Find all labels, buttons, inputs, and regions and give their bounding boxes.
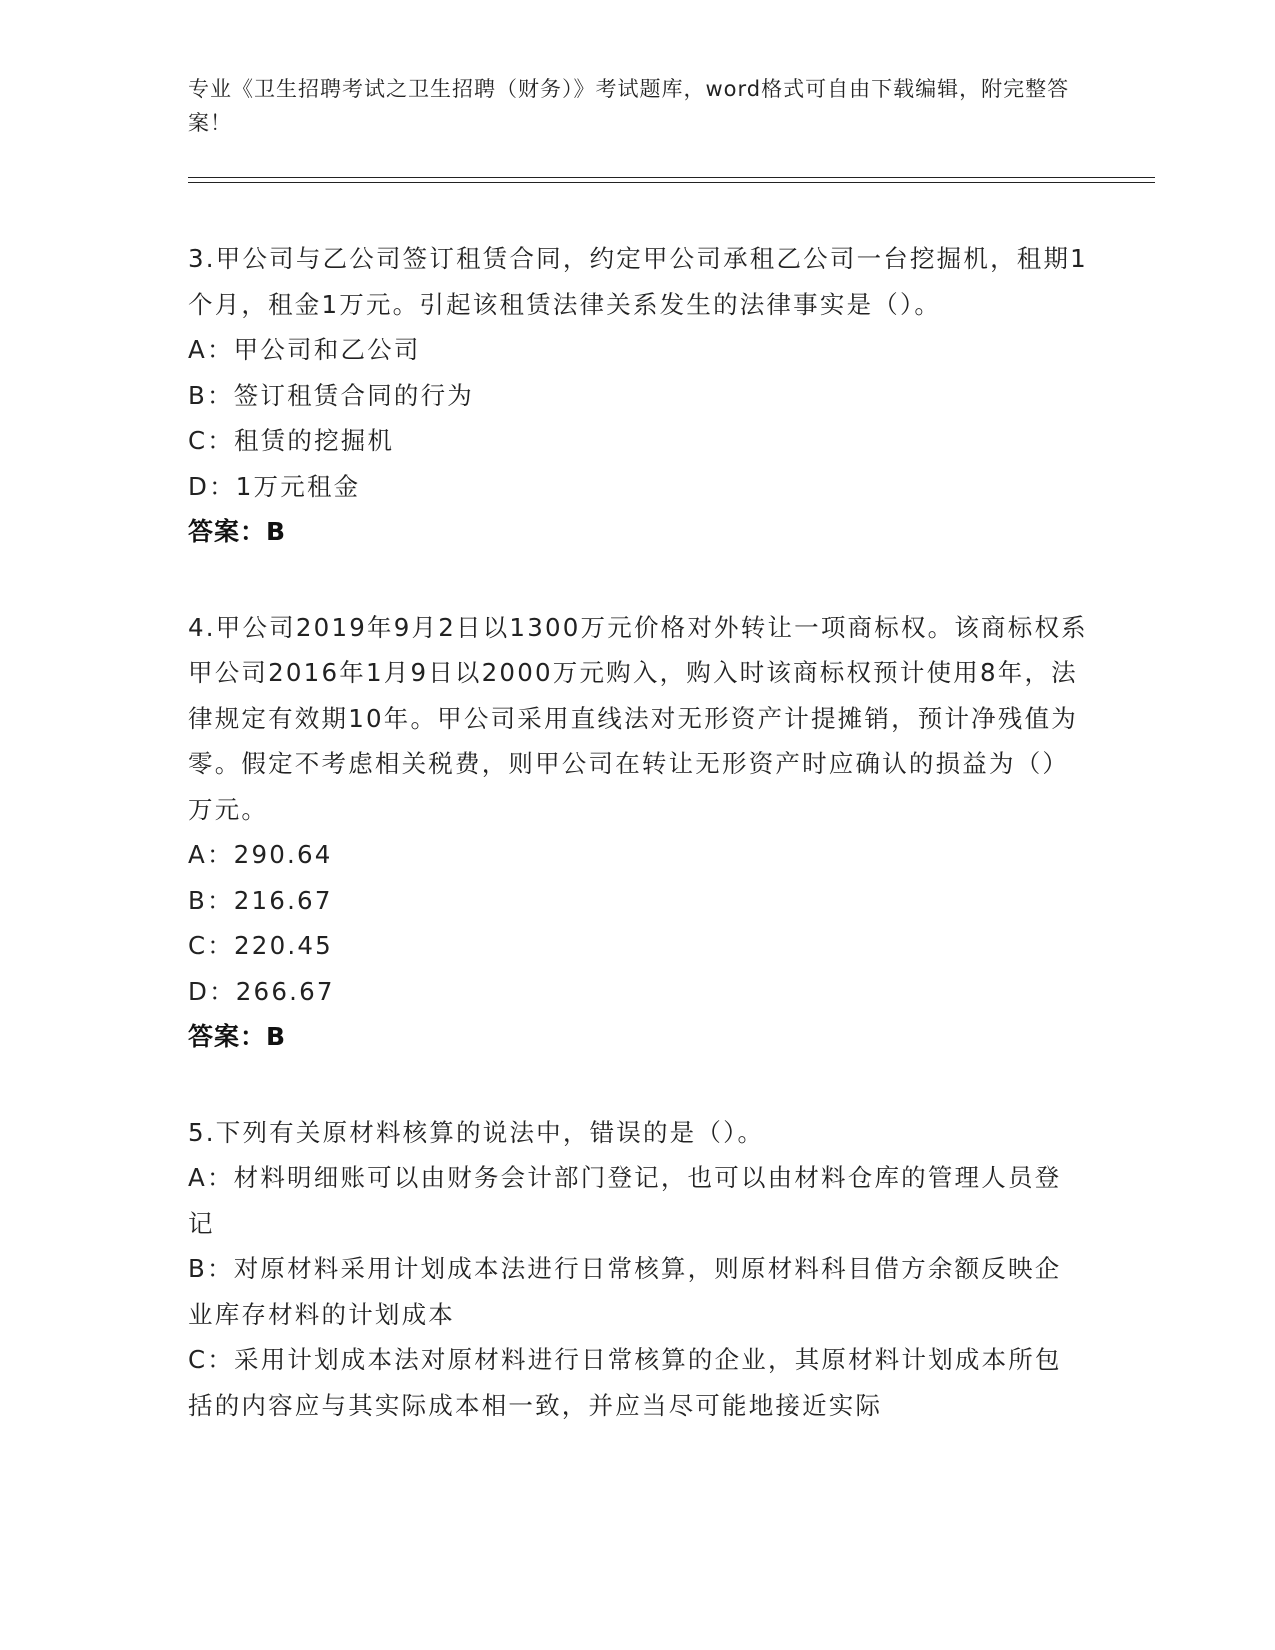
option-b: B：签订租赁合同的行为	[188, 380, 475, 410]
option-a: A：材料明细账可以由财务会计部门登记，也可以由材料仓库的管理人员登记	[188, 1163, 1062, 1238]
option-b: B：216.67	[188, 885, 333, 915]
question-text: 3.甲公司与乙公司签订租赁合同，约定甲公司承租乙公司一台挖掘机，租期1个月，租金1万元。引起该租赁法律关系发生的法律事实是（）。	[188, 244, 1088, 319]
option-d: D：266.67	[188, 976, 335, 1006]
option-c: C：220.45	[188, 931, 333, 960]
answer: 答案：B	[188, 517, 287, 546]
document-header: 专业《卫生招聘考试之卫生招聘（财务）》考试题库，word格式可自由下载编辑，附完整答案！	[188, 77, 1070, 135]
question-3	[188, 236, 1088, 555]
header-divider-bottom	[188, 182, 1155, 183]
option-c: C：采用计划成本法对原材料进行日常核算的企业，其原材料计划成本所包括的内容应与其实际成本相一致，并应当尽可能地接近实际	[188, 1345, 1062, 1420]
question-4	[188, 605, 1088, 1060]
question-text: 5.下列有关原材料核算的说法中，错误的是（）。	[188, 1117, 765, 1147]
answer: 答案：B	[188, 1022, 287, 1051]
option-c: C：租赁的挖掘机	[188, 426, 395, 455]
header-divider-top	[188, 177, 1155, 178]
option-d: D：1万元租金	[188, 471, 361, 501]
option-a: A：甲公司和乙公司	[188, 335, 421, 364]
question-list	[188, 236, 1088, 1478]
option-a: A：290.64	[188, 840, 333, 869]
question-text: 4.甲公司2019年9月2日以1300万元价格对外转让一项商标权。该商标权系甲公司2016年1月9日以2000万元购入，购入时该商标权预计使用8年，法律规定有效期10年。甲公司采用直线法对无形资产计提摊销，预计净残值为零。假定不考虑相关税费，则甲公司在转让无形资产时应确认的损益为（）万元。	[188, 612, 1088, 824]
option-b: B：对原材料采用计划成本法进行日常核算，则原材料科目借方余额反映企业库存材料的计划成本	[188, 1254, 1062, 1329]
question-5	[188, 1110, 1088, 1429]
